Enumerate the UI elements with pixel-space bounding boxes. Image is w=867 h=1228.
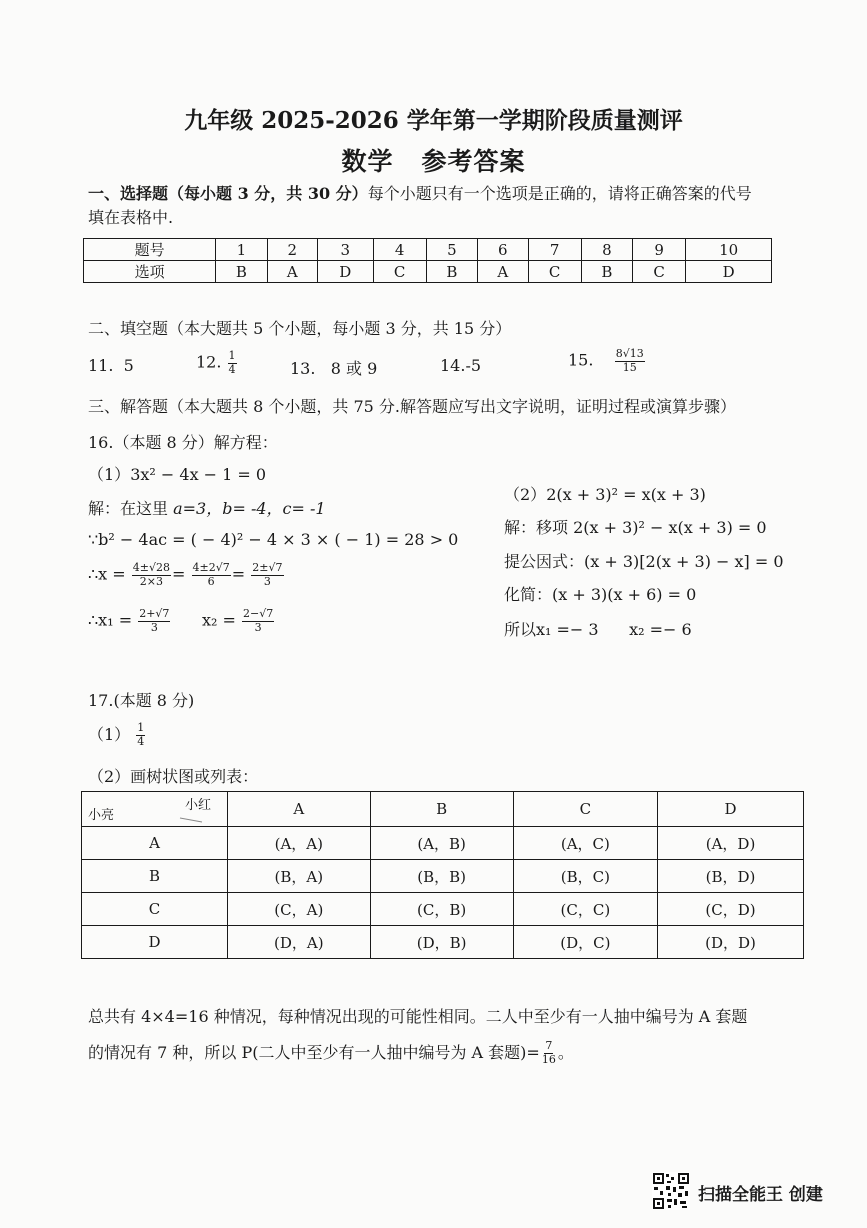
question-number: 9 [633,239,686,261]
question-number: 3 [317,239,373,261]
column-header: D [658,792,804,827]
table-cell: (D，A) [228,926,371,959]
choice-answer-table [83,238,772,283]
x2-prefix: x₂ = [201,610,236,630]
q13-answer: 8 或 9 [330,359,378,378]
q16-part2-step4 [504,617,692,640]
answer-option: A [267,261,317,283]
solution-prefix: 解：在这里 [88,499,169,518]
q16-part1-coeffs [88,496,326,519]
section1-heading-line2: 填在表格中. [88,208,174,227]
answer-option: A [478,261,528,283]
fraction-numerator: 7 [545,1039,553,1053]
table-cell: (B，A) [228,860,371,893]
q16-discriminant: ∵b² − 4ac = ( − 4)² − 4 × 3 × ( − 1) = 28 > 0 [88,530,459,549]
answer-14 [440,356,481,375]
row-label-answer: 选项 [84,261,216,283]
equation: 2(x + 3)² = x(x + 3) [546,485,706,504]
probability-fraction [541,1040,557,1066]
column-header: A [228,792,371,827]
answer-option: B [216,261,267,283]
row-header: D [82,926,228,959]
fraction [192,562,231,588]
section3-heading: 三、解答题（本大题共 8 个小题，共 75 分.解答题应写出文字说明，证明过程或演算步骤） [88,397,736,416]
q15-label: 15. [568,350,594,370]
corner-cell [82,792,228,827]
question-number-row [84,239,772,261]
row-header: B [82,860,228,893]
page-title: 九年级 2025-2026 学年第一学期阶段质量测评 [184,107,683,134]
q17-part1 [88,722,146,749]
fraction-numerator: 4±√28 [132,561,171,574]
table-cell: (D，B) [370,926,513,959]
fraction-denominator: 15 [622,360,637,374]
table-row [82,893,804,926]
q16-part2-equation [504,482,706,505]
q14-label: 14. [440,356,466,375]
q14-answer: -5 [465,356,482,375]
fraction-numerator: 1 [228,349,236,362]
table-cell: (A，B) [370,827,513,860]
q17-part2-label: （2）画树状图或列表： [88,767,259,786]
x-prefix: ∴x = [88,564,126,584]
table-cell: (B，C) [513,860,657,893]
table-cell: (D，D) [658,926,804,959]
q13-label: 13. [290,359,316,378]
question-number: 2 [267,239,317,261]
fraction-numerator: 2+√7 [139,607,170,620]
conclusion-suffix: 。 [557,1043,574,1062]
fraction-denominator: 4 [137,735,145,748]
fraction-numerator: 1 [137,721,145,735]
fraction-numerator: 4±2√7 [192,561,230,574]
outcome-table [81,791,804,959]
question-number: 10 [686,239,772,261]
qr-code-icon [652,1172,690,1210]
conclusion-line2 [88,1040,574,1067]
fraction-denominator: 3 [150,620,158,634]
section1-heading [88,181,752,204]
question-number: 5 [426,239,477,261]
root-x2: x₂ =− 6 [629,620,692,639]
question-number: 7 [528,239,581,261]
question-number: 8 [581,239,632,261]
fraction-denominator: 2×3 [139,574,164,588]
answer-option: B [581,261,632,283]
table-cell: (C，C) [513,893,657,926]
section1-heading-bold: 一、选择题（每小题 3 分，共 30 分） [88,184,368,203]
section1-heading-rest: 每个小题只有一个选项是正确的，请将正确答案的代号 [367,184,752,203]
page-subtitle [0,142,867,178]
q16-quadratic-formula: ∴x = $\frac{4\pm√28}{2\times 3}$ = $\frac{4\pm 2√7}{6}$ = $\frac{2\pm√7}{3}$ [88,561,283,588]
fraction-denominator: 3 [254,620,262,634]
table-row [82,926,804,959]
row-label-question: 题号 [84,239,216,261]
roots-prefix: ∴x₁ = [88,610,133,630]
subject-label: 数学 [341,147,394,176]
conclusion-text: 的情况有 7 种，所以 P(二人中至少有一人抽中编号为 A 套题)= [88,1043,540,1062]
q17-part1-fraction [136,722,145,748]
question-number: 1 [216,239,267,261]
q12-fraction [228,350,237,376]
q11-label: 11. [88,356,114,375]
fraction [251,562,283,588]
fraction-denominator: 6 [207,574,215,588]
q16-part2-label: （2） [504,485,547,504]
row-header-name: 小亮 [88,808,115,823]
answer-label: 参考答案 [421,147,526,176]
answer-11 [88,356,134,375]
table-cell: (C，D) [658,893,804,926]
answer-option: D [317,261,373,283]
table-cell: (D，C) [513,926,657,959]
fraction-numerator: 2±√7 [252,561,283,574]
section2-heading: 二、填空题（本大题共 5 个小题，每小题 3 分，共 15 分） [88,319,512,338]
row-header: A [82,827,228,860]
q16-part2-step1: 解：移项 2(x + 3)² − x(x + 3) = 0 [504,518,767,537]
q12-label: 12. [196,352,222,372]
fraction-numerator: 8√13 [615,347,644,360]
q16-roots [88,608,275,634]
equation: 3x² − 4x − 1 = 0 [130,465,267,484]
q16-title: 16.（本题 8 分）解方程： [88,433,278,452]
table-cell: (B，D) [658,860,804,893]
coefficients: a=3，b= -4，c= -1 [173,499,326,518]
answer-option: C [633,261,686,283]
q15-fraction [615,348,645,374]
fraction-denominator: 4 [228,362,236,376]
column-header-name: 小红 [184,798,211,813]
conclusion-line1: 总共有 4×4=16 种情况，每种情况出现的可能性相同。二人中至少有一人抽中编号为 A 套题 [88,1007,748,1026]
answer-15 [568,348,646,374]
table-cell: (A，A) [228,827,371,860]
q16-part1-equation [88,462,266,485]
root-x1: 所以x₁ =− 3 [504,620,599,639]
table-cell: (C，A) [228,893,371,926]
question-number: 4 [373,239,426,261]
q16-part2-step3: 化简：(x + 3)(x + 6) = 0 [504,585,697,604]
q17-title: 17.(本题 8 分) [88,691,195,710]
outcome-table-header [82,792,804,827]
answer-option: B [426,261,477,283]
fraction-denominator: 3 [263,574,271,588]
fraction [242,608,274,634]
column-header: B [370,792,513,827]
answer-option: C [373,261,426,283]
table-cell: (C，B) [370,893,513,926]
q11-answer: 5 [123,356,134,375]
answer-row [84,261,772,283]
q17-part1-label: （1） [88,725,131,744]
table-row [82,860,804,893]
table-cell: (B，B) [370,860,513,893]
row-header: C [82,893,228,926]
answer-option: C [528,261,581,283]
table-cell: (A，D) [658,827,804,860]
column-header: C [513,792,657,827]
q16-part1-label: （1） [88,465,131,484]
q16-part2-step2: 提公因式：(x + 3)[2(x + 3) − x] = 0 [504,552,784,571]
fraction [138,608,170,634]
question-number: 6 [478,239,528,261]
answer-option: D [686,261,772,283]
answer-13 [290,356,377,379]
fraction-denominator: 16 [541,1053,556,1066]
fraction [132,562,171,588]
table-cell: (A，C) [513,827,657,860]
fraction-numerator: 2−√7 [242,607,274,620]
answer-12 [196,350,238,376]
table-row [82,827,804,860]
scanner-watermark: 扫描全能王 创建 [698,1185,823,1205]
